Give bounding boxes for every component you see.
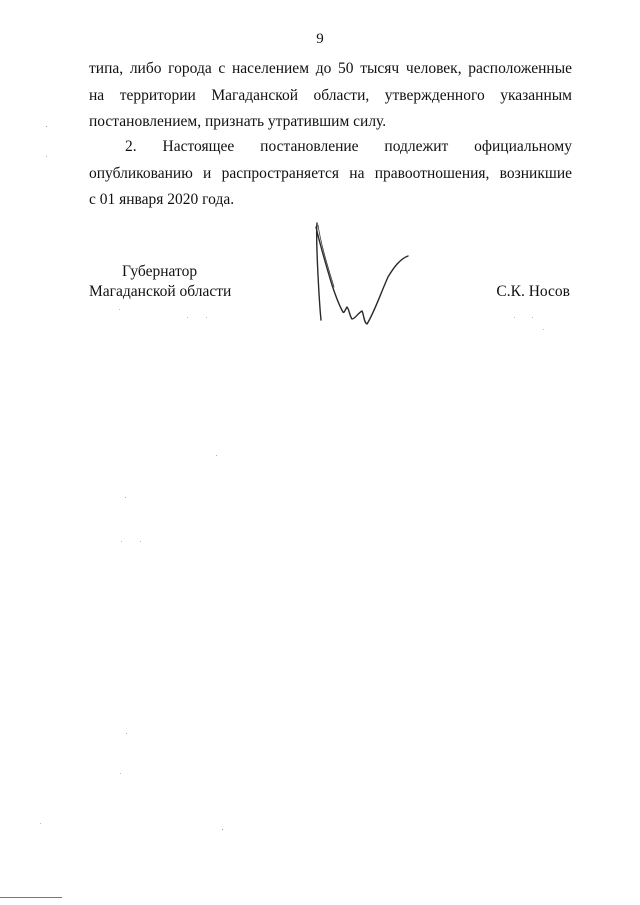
paragraph-line: 2. Настоящее постановление подлежит официальному [125,138,572,155]
paragraph-line: опубликованию и распространяется на правоотношения, возникшие [89,164,572,182]
footer-rule [0,897,62,898]
paragraph-1 [89,56,572,136]
paragraph-line: типа, либо города с населением до 50 тысяч человек, расположенные [89,60,572,77]
paragraph-2 [89,134,572,214]
handwritten-signature [300,215,420,340]
page-number: 9 [316,31,324,47]
signer-title-line: Магаданской области [89,282,232,300]
signer-title [89,262,231,301]
paragraph-line: на территории Магаданской области, утвержденного указанным [89,86,572,104]
signer-name: С.К. Носов [496,283,570,300]
signer-title-line: Губернатор [122,263,198,280]
paragraph-line: постановлением, признать утратившим силу. [89,113,387,130]
paragraph-line: с 01 января 2020 года. [89,191,235,208]
